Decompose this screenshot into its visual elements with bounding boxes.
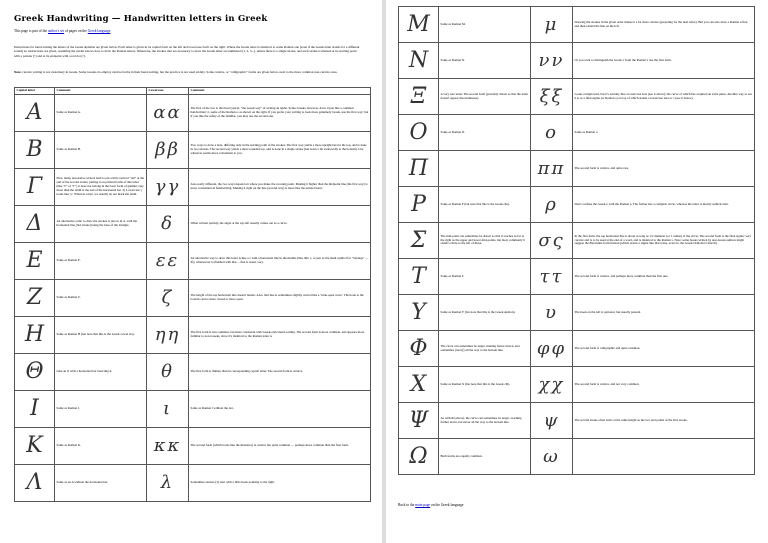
lowercase-letter-image: δ	[147, 206, 189, 243]
lowercase-comment: Also really different, the two ways depend on where you make the crossing point. Making it higher than the midpoint line (the first way) is more convenient in handwriting. Making it right on the line (second way) is more like the printed letter.	[189, 169, 371, 206]
back-link-line	[398, 503, 463, 507]
table-header-row	[15, 88, 371, 95]
letter-row	[399, 439, 755, 475]
letter-row	[399, 187, 755, 223]
capital-letter-image: N	[399, 43, 439, 79]
letter-row	[399, 403, 755, 439]
capital-comment: Same as Roman A.	[55, 95, 147, 132]
lowercase-comment: Two ways to draw a beta, differing only in the starting point of the strokes. The first way yields a more upright beta in the top, and is done in two strokes. The second way yields a more rounded top, and is done in a single stroke (but starts a bit awkwardly at the bottom). Use whatever seems more convenient to you.	[189, 132, 371, 169]
capital-letter-image: Γ	[15, 169, 55, 206]
lowercase-letter-image: αα	[147, 95, 189, 132]
letter-row	[15, 280, 371, 317]
capital-comment: First, many non-native writers tend to put a little vertical "tail" at the end of the second stroke; putting it on printed forms of this letter (like "Γ" or "Γ") it does not belong in the basic form of gamma: stay more than the tenth at the end of the horizontal bar. 2) Lowercase γ looks like 'y'. When in script, we usually do not mark the tenth.	[55, 169, 147, 206]
lowercase-comment: Same as Roman o.	[573, 115, 755, 151]
letter-row	[15, 428, 371, 465]
capital-letter-image: Θ	[15, 354, 55, 391]
lowercase-comment: The second form is cursive, and perhaps more common than the first one.	[573, 259, 755, 295]
lowercase-comment: The length of the top horizontal line doesn't matter. Also, that line is sometimes slightly curved like a 'wide-open wave'. The hook at the bottom can be more closed or more open.	[189, 280, 371, 317]
back-pre: Back to the	[398, 503, 416, 507]
lowercase-letter-image: μ	[531, 7, 573, 43]
lowercase-comment: The first of the two is the most typical, "the Greek way" of writing an alpha. Some Greeks, however, draw it just like a common handwritten 'a', some of the Roman a, as shown on the right. If you prefer your writing to look more genuinely Greek, use the first way; but if you like the safety of the familiar, you may use the second one.	[189, 95, 371, 132]
lowercase-letter-image: φφ	[531, 331, 573, 367]
authors-set-link[interactable]: author's set	[47, 29, 65, 33]
intro-paragraph: Instructions for hand-writing the letters of the Greek alphabet are given below. Each letter is given in its capital form on the left and lowercase form on the right. Where the Greek letter is identical to some Roman one (even if the Greek letter stands for a different sound) no instructions are given, assuming the reader knows how to draw the Roman letters. Otherwise, the strokes that are necessary to draw the Greek letter are numbered (1, 2, 3...), unless there is a single stroke, and each stroke is marked at its starting point with a pointer (•) and at its endpoint with a red dot (•).	[14, 45, 360, 58]
capital-letter-image: Δ	[15, 206, 55, 243]
lowercase-comment: Looks complicated, but it's actually like a lowercase zeta (see it above); the curve of which has acquired an extra pulse. Another way to see it is as a final sigma (or Roman s) on top of which stands a lowercase zeta or ε (see it below).	[573, 79, 755, 115]
capital-comment: Same as Roman X (but note that this is the Greek chi).	[439, 367, 531, 403]
capital-comment: Same as Roman T.	[439, 259, 531, 295]
letter-row	[399, 223, 755, 259]
lowercase-letter-image: λ	[147, 465, 189, 502]
lowercase-comment: Or you want to distinguish the Greek v from the Roman v use the first form.	[573, 43, 755, 79]
capital-letter-image: Λ	[15, 465, 55, 502]
capital-comment: Same as Roman B.	[55, 132, 147, 169]
capital-letter-image: Π	[399, 151, 439, 187]
lowercase-comment	[573, 439, 755, 475]
lowercase-comment: The second stroke often starts at the same height as the two end points of the first stroke.	[573, 403, 755, 439]
lowercase-letter-image: υ	[531, 295, 573, 331]
greek-language-link[interactable]: Greek language	[87, 29, 111, 33]
capital-letter-image: Σ	[399, 223, 439, 259]
letter-row	[399, 7, 755, 43]
capital-letter-image: E	[15, 243, 55, 280]
header-comment: Comment	[55, 88, 147, 95]
lowercase-comment: The second form is cursive, and quite rare.	[573, 151, 755, 187]
back-post: on the Greek language	[430, 503, 464, 507]
lowercase-letter-image: εε	[147, 243, 189, 280]
capital-letter-image: Ω	[399, 439, 439, 475]
capital-letter-image: K	[15, 428, 55, 465]
lowercase-letter-image: ω	[531, 439, 573, 475]
subtitle	[14, 29, 111, 33]
lowercase-comment: The second form is cursive, and not very common.	[573, 367, 755, 403]
lowercase-comment: When written quickly, the angle at the top-left usually comes out as a curve.	[189, 206, 371, 243]
letter-row	[15, 465, 371, 502]
capital-letter-image: Y	[399, 295, 439, 331]
lowercase-comment: Same as Roman i without the dot.	[189, 391, 371, 428]
letter-row	[399, 367, 755, 403]
capital-comment: Same as Roman Z.	[55, 280, 147, 317]
note-text: : cursive writing is not customary in Greek. Some Greeks do employ cursive forms in their hand-writing, but the practice is not used widely. Some cursive, or "calligraphic" forms are given below, next to the more common non-cursive ones.	[20, 70, 338, 74]
capital-letter-image: X	[399, 367, 439, 403]
lowercase-letter-image: θ	[147, 354, 189, 391]
capital-letter-image: A	[15, 95, 55, 132]
capital-letter-image: H	[15, 317, 55, 354]
letter-row	[399, 259, 755, 295]
lowercase-comment: The second form (which looks like the Roman u) is cursive but quite common — perhaps more common than the first form.	[189, 428, 371, 465]
capital-letter-image: Ξ	[399, 79, 439, 115]
capital-letter-image: B	[15, 132, 55, 169]
capital-comment: Same as Roman H (but note that this is the Greek vowel eta).	[55, 317, 147, 354]
subtitle-pre: This page is part of the	[14, 29, 48, 33]
capital-comment: Same as Roman M.	[439, 7, 531, 43]
capital-comment	[439, 151, 531, 187]
letter-row	[15, 95, 371, 132]
lowercase-letter-image: ηη	[147, 317, 189, 354]
capital-comment: Same as Roman O.	[439, 115, 531, 151]
letters-table-right	[398, 6, 755, 475]
capital-comment: Both forms are equally common.	[439, 439, 531, 475]
lowercase-letter-image: ψ	[531, 403, 573, 439]
letter-row	[399, 43, 755, 79]
letter-row	[15, 206, 371, 243]
capital-letter-image: Φ	[399, 331, 439, 367]
capital-letter-image: O	[399, 115, 439, 151]
capital-comment: Like an O with a horizontal bar bisecting it.	[55, 354, 147, 391]
capital-comment: Same as Roman P (but note that this is the Greek rho).	[439, 187, 531, 223]
capital-comment: The circle can sometimes be larger, making fattest drawn, and sometimes (rarely) all the way to the bottom line.	[439, 331, 531, 367]
lowercase-letter-image: ξξ	[531, 79, 573, 115]
right-page	[386, 0, 768, 543]
lowercase-comment: The hook on the left is optional, but usually present.	[573, 295, 755, 331]
capital-letter-image: M	[399, 7, 439, 43]
lowercase-letter-image: ππ	[531, 151, 573, 187]
lowercase-letter-image: γγ	[147, 169, 189, 206]
capital-comment: Same as an A without the horizontal bar.	[55, 465, 147, 502]
lowercase-comment: Drawing the strokes in the given order makes it a lot more cursive (preparing for the next letter). But you can also draw a Roman u first, and then extend the line on the left.	[573, 7, 755, 43]
lowercase-letter-image: νν	[531, 43, 573, 79]
capital-comment: An alternative order to draw the strokes is just as in Δ, with the horizontal line (3rd stroke) being the base of the triangle.	[55, 206, 147, 243]
lowercase-comment: The second form is calligraphic and quite common.	[573, 331, 755, 367]
lowercase-letter-image: ρ	[531, 187, 573, 223]
header-lowercase: Lowercase	[147, 88, 189, 95]
lowercase-letter-image: ζ	[147, 280, 189, 317]
letter-row	[399, 151, 755, 187]
lowercase-letter-image: κκ	[147, 428, 189, 465]
letter-row	[399, 295, 755, 331]
lowercase-comment: The first form is less common, but more consistent with Greek-style hand-writing. The second form is more common, and appears more familiar to non-Greeks, since it's identical to the Roman letter n.	[189, 317, 371, 354]
lowercase-letter-image: ββ	[147, 132, 189, 169]
capital-letter-image: I	[15, 391, 55, 428]
capital-comment: A very rare letter. The second form (probably drawn as that the letter doesn't appear discontinuous).	[439, 79, 531, 115]
header-comment: Comment	[189, 88, 371, 95]
lowercase-letter-image: ο	[531, 115, 573, 151]
capital-comment: Same as Roman Y (but note that this is the Greek upsilon).	[439, 295, 531, 331]
letters-table-left	[14, 87, 371, 502]
lowercase-letter-image: ττ	[531, 259, 573, 295]
letter-row	[15, 169, 371, 206]
lowercase-letter-image: σς	[531, 223, 573, 259]
letter-row	[15, 243, 371, 280]
lowercase-comment: In the first form, the top horizontal line is about as long as 1/2 diameter (or 1 radius) of the circle. The second form is the final sigma: very cursive and is to be used at the end of a word, and is identical to the Roman s. Note: some books written by non-Greek authors might suggest the Byzantine form instead (which resists a sigma like that today, even for the Greek Orthodox Church).	[573, 223, 755, 259]
capital-comment: As with Φ (above), the curve can sometimes be larger, reaching farther down, but never all the way to the bottom line.	[439, 403, 531, 439]
letter-row	[15, 354, 371, 391]
subtitle-mid: of pages on the	[64, 29, 88, 33]
lowercase-letter-image: χχ	[531, 367, 573, 403]
capital-letter-image: T	[399, 259, 439, 295]
capital-comment: Same as Roman N.	[439, 43, 531, 79]
letter-row	[15, 391, 371, 428]
capital-letter-image: Z	[15, 280, 55, 317]
letter-row	[399, 331, 755, 367]
capital-comment: Same as Roman K.	[55, 428, 147, 465]
header-capital: Capital letter	[15, 88, 55, 95]
capital-letter-image: P	[399, 187, 439, 223]
lowercase-letter-image: ι	[147, 391, 189, 428]
capital-comment: The mid-point can sometimes be drawn so that it reaches as far to the right as the upper and lower mid-points, but most commonly it stands a little to the left of those.	[439, 223, 531, 259]
capital-comment: Same as Roman I.	[55, 391, 147, 428]
subtitle-post: .	[110, 29, 112, 33]
capital-comment: Same as Roman E.	[55, 243, 147, 280]
lowercase-comment: The first form is thinner than in corresponding capital letter. The second form is cursive.	[189, 354, 371, 391]
note-paragraph	[14, 70, 362, 74]
page-title: Greek Handwriting — Handwritten letters in Greek	[14, 14, 268, 24]
left-page	[0, 0, 382, 543]
letter-row	[399, 115, 755, 151]
letter-row	[399, 79, 755, 115]
note-label: Note	[14, 70, 21, 74]
main-page-link[interactable]: main page	[415, 503, 431, 507]
lowercase-comment: An alternative way to draw this letter is like a ε with a horizontal line in the middle (like this: ε, or just as the math symbol for "belongs" — ∈); whatsoever is finished with that ... that is usual, very.	[189, 243, 371, 280]
capital-letter-image: Ψ	[399, 403, 439, 439]
lowercase-comment: Don't confuse the Greek ρ with the Roman p. The former has a complete circle, whereas the latter is mostly semicircular.	[573, 187, 755, 223]
letter-row	[15, 132, 371, 169]
lowercase-comment: Sometimes strokes (3) start with a little hook pointing to the right.	[189, 465, 371, 502]
letter-row	[15, 317, 371, 354]
